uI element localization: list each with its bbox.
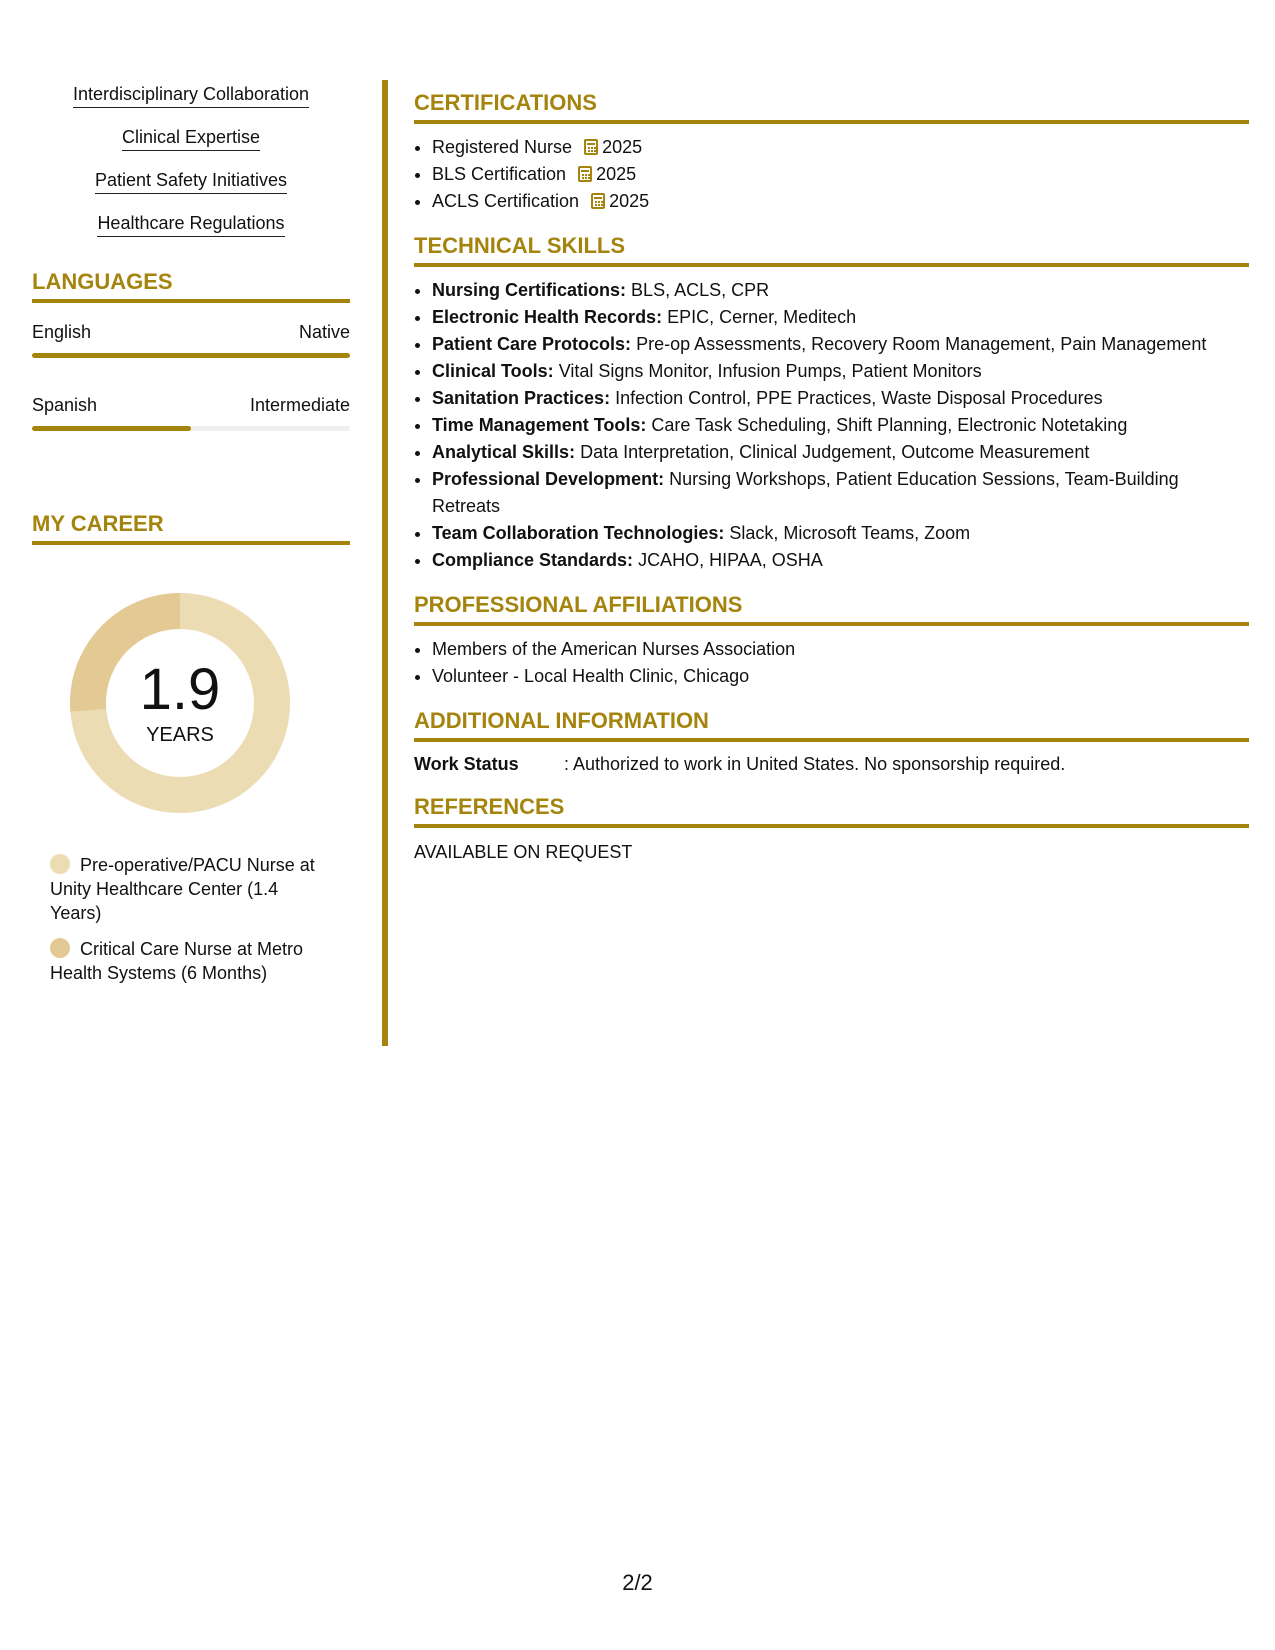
affiliations-title: PROFESSIONAL AFFILIATIONS: [414, 592, 1249, 626]
right-column: [414, 90, 1249, 882]
work-status-row: [414, 752, 1249, 776]
language-level: Native: [298, 322, 350, 342]
work-status-value: : Authorized to work in United States. No sponsorship required.: [564, 754, 1066, 774]
technical-skills-title: TECHNICAL SKILLS: [414, 233, 1249, 267]
strength-item: Interdisciplinary Collaboration: [32, 84, 350, 108]
affiliations-list: [414, 636, 1249, 690]
legend-item: Critical Care Nurse at Metro Health Systems (6 Months): [50, 939, 304, 983]
references-text: AVAILABLE ON REQUEST: [414, 842, 633, 862]
skill-item: • Team Collaboration Technologies: Slack, Microsoft Teams, Zoom: [432, 520, 1249, 547]
skill-item: • Compliance Standards: JCAHO, HIPAA, OSHA: [432, 547, 1249, 574]
language-level: Intermediate: [249, 395, 350, 415]
career-donut-chart: [66, 589, 294, 817]
additional-info-section: [414, 708, 1249, 776]
language-item: [32, 321, 350, 358]
language-bar: [32, 353, 350, 358]
career-title: MY CAREER: [32, 511, 350, 545]
left-column: [32, 84, 350, 997]
skill-item: • Patient Care Protocols: Pre-op Assessments, Recovery Room Management, Pain Management: [432, 331, 1249, 358]
strength-item: Clinical Expertise: [32, 127, 350, 151]
strengths-list: [32, 84, 350, 237]
language-item: [32, 394, 350, 431]
calendar-icon: [584, 139, 598, 155]
career-total-value: 1.9: [139, 657, 221, 722]
skill-item: • Nursing Certifications: BLS, ACLS, CPR: [432, 277, 1249, 304]
skill-item: • Sanitation Practices: Infection Control, PPE Practices, Waste Disposal Procedures: [432, 385, 1249, 412]
affiliation-item: • Members of the American Nurses Association: [432, 636, 1249, 663]
skill-item: • Time Management Tools: Care Task Scheduling, Shift Planning, Electronic Notetaking: [432, 412, 1249, 439]
certifications-title: CERTIFICATIONS: [414, 90, 1249, 124]
calendar-icon: [591, 193, 605, 209]
career-legend: [50, 853, 330, 985]
legend-item: Pre-operative/PACU Nurse at Unity Healthcare Center (1.4 Years): [50, 855, 315, 923]
certification-item: • Registered Nurse 2025: [432, 134, 1249, 161]
affiliation-item: • Volunteer - Local Health Clinic, Chicago: [432, 663, 1249, 690]
page-number: 2/2: [622, 1570, 653, 1595]
language-name: English: [32, 322, 92, 342]
strength-item: Patient Safety Initiatives: [32, 170, 350, 194]
language-name: Spanish: [32, 395, 98, 415]
technical-skills-list: [414, 277, 1249, 574]
strength-item: Healthcare Regulations: [32, 213, 350, 237]
skill-item: • Clinical Tools: Vital Signs Monitor, Infusion Pumps, Patient Monitors: [432, 358, 1249, 385]
certifications-section: [414, 90, 1249, 215]
languages-title: LANGUAGES: [32, 269, 350, 303]
column-divider: [382, 80, 388, 1046]
certification-item: • BLS Certification 2025: [432, 161, 1249, 188]
work-status-label: Work Status: [414, 754, 519, 774]
legend-dot: [50, 938, 70, 958]
affiliations-section: [414, 592, 1249, 690]
certification-item: • ACLS Certification 2025: [432, 188, 1249, 215]
references-title: REFERENCES: [414, 794, 1249, 828]
calendar-icon: [578, 166, 592, 182]
career-section: [32, 511, 350, 985]
languages-section: [32, 269, 350, 431]
language-bar: [32, 426, 350, 431]
career-total-unit: YEARS: [146, 724, 214, 746]
skill-item: • Analytical Skills: Data Interpretation, Clinical Judgement, Outcome Measurement: [432, 439, 1249, 466]
certifications-list: [414, 134, 1249, 215]
additional-info-title: ADDITIONAL INFORMATION: [414, 708, 1249, 742]
references-section: [414, 794, 1249, 864]
legend-dot: [50, 854, 70, 874]
skill-item: • Professional Development: Nursing Workshops, Patient Education Sessions, Team-Building Retreats: [432, 466, 1249, 520]
technical-skills-section: [414, 233, 1249, 574]
skill-item: • Electronic Health Records: EPIC, Cerner, Meditech: [432, 304, 1249, 331]
